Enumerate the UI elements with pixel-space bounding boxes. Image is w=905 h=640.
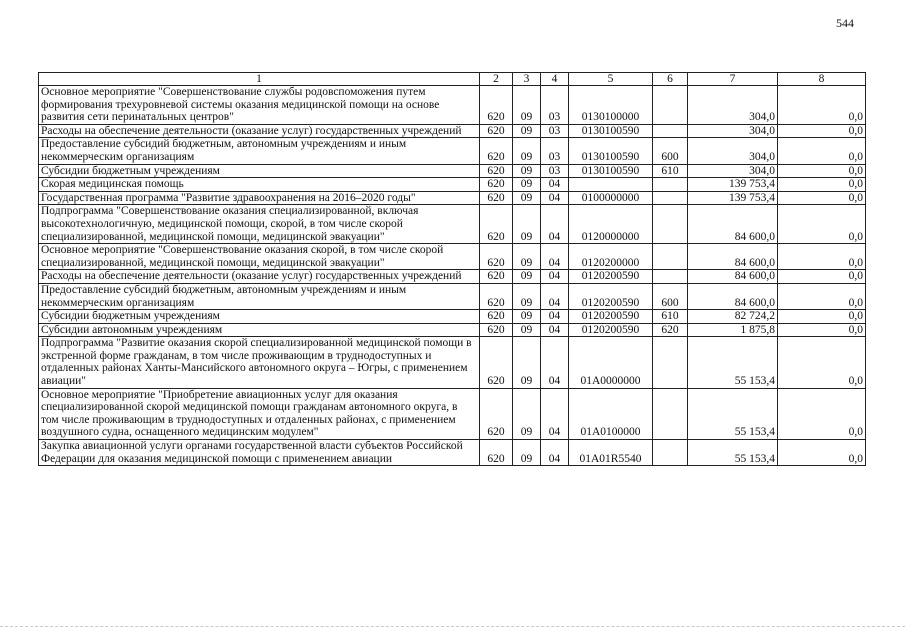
amount-col-8: 0,0 <box>778 440 866 466</box>
code-col-4: 04 <box>541 337 569 388</box>
amount-col-7: 304,0 <box>688 138 778 164</box>
code-col-2: 620 <box>480 440 513 466</box>
code-col-3: 09 <box>513 337 541 388</box>
code-col-3: 09 <box>513 138 541 164</box>
row-description: Субсидии бюджетным учреждениям <box>39 164 480 178</box>
code-col-6 <box>653 86 688 125</box>
budget-table <box>38 72 866 466</box>
code-col-2: 620 <box>480 138 513 164</box>
header-col-1: 1 <box>39 73 480 86</box>
table-row <box>39 191 866 205</box>
amount-col-7: 304,0 <box>688 164 778 178</box>
code-col-2: 620 <box>480 337 513 388</box>
code-col-4: 04 <box>541 270 569 284</box>
header-col-6: 6 <box>653 73 688 86</box>
code-col-6 <box>653 191 688 205</box>
page-number: 544 <box>836 16 854 30</box>
amount-col-7: 304,0 <box>688 124 778 138</box>
amount-col-7: 1 875,8 <box>688 323 778 337</box>
code-col-3: 09 <box>513 283 541 309</box>
amount-col-7: 55 153,4 <box>688 440 778 466</box>
code-col-6: 600 <box>653 138 688 164</box>
code-col-5: 0120200590 <box>569 323 653 337</box>
code-col-4: 03 <box>541 86 569 125</box>
code-col-5: 0120200000 <box>569 244 653 270</box>
amount-col-8: 0,0 <box>778 283 866 309</box>
code-col-2: 620 <box>480 191 513 205</box>
code-col-5: 0100000000 <box>569 191 653 205</box>
code-col-5: 0120200590 <box>569 310 653 324</box>
amount-col-8: 0,0 <box>778 86 866 125</box>
code-col-3: 09 <box>513 205 541 244</box>
code-col-6 <box>653 270 688 284</box>
code-col-2: 620 <box>480 388 513 439</box>
table-row <box>39 138 866 164</box>
code-col-2: 620 <box>480 323 513 337</box>
code-col-6: 620 <box>653 323 688 337</box>
code-col-5 <box>569 178 653 192</box>
table-row <box>39 178 866 192</box>
header-col-4: 4 <box>541 73 569 86</box>
table-body <box>39 86 866 466</box>
table-row <box>39 323 866 337</box>
code-col-2: 620 <box>480 86 513 125</box>
row-description: Расходы на обеспечение деятельности (оказание услуг) государственных учреждений <box>39 270 480 284</box>
code-col-5: 0130100590 <box>569 138 653 164</box>
header-col-8: 8 <box>778 73 866 86</box>
code-col-4: 04 <box>541 323 569 337</box>
code-col-4: 04 <box>541 440 569 466</box>
row-description: Предоставление субсидий бюджетным, автономным учреждениям и иным некоммерческим организациям <box>39 138 480 164</box>
code-col-2: 620 <box>480 124 513 138</box>
table-row <box>39 124 866 138</box>
row-description: Государственная программа "Развитие здравоохранения на 2016–2020 годы" <box>39 191 480 205</box>
row-description: Субсидии автономным учреждениям <box>39 323 480 337</box>
code-col-3: 09 <box>513 310 541 324</box>
amount-col-8: 0,0 <box>778 388 866 439</box>
table-row <box>39 283 866 309</box>
table-header-row <box>39 73 866 86</box>
header-col-5: 5 <box>569 73 653 86</box>
code-col-6 <box>653 178 688 192</box>
code-col-3: 09 <box>513 388 541 439</box>
code-col-4: 03 <box>541 138 569 164</box>
code-col-2: 620 <box>480 244 513 270</box>
table-row <box>39 440 866 466</box>
code-col-4: 04 <box>541 178 569 192</box>
code-col-3: 09 <box>513 124 541 138</box>
amount-col-7: 84 600,0 <box>688 270 778 284</box>
header-col-2: 2 <box>480 73 513 86</box>
table-row <box>39 244 866 270</box>
table-row <box>39 86 866 125</box>
code-col-2: 620 <box>480 164 513 178</box>
table-row <box>39 205 866 244</box>
amount-col-7: 84 600,0 <box>688 205 778 244</box>
row-description: Субсидии бюджетным учреждениям <box>39 310 480 324</box>
code-col-6: 610 <box>653 310 688 324</box>
code-col-6: 610 <box>653 164 688 178</box>
amount-col-8: 0,0 <box>778 191 866 205</box>
code-col-4: 04 <box>541 244 569 270</box>
row-description: Подпрограмма "Совершенствование оказания специализированной, включая высокотехнологичную, медицинской помощи, скорой, в том числе скорой специализированной, медицинской помощи, медицинской эвакуации" <box>39 205 480 244</box>
row-description: Основное мероприятие "Совершенствование оказания скорой, в том числе скорой специализированной, медицинской помощи, медицинской эвакуации" <box>39 244 480 270</box>
amount-col-7: 55 153,4 <box>688 337 778 388</box>
code-col-3: 09 <box>513 86 541 125</box>
header-col-3: 3 <box>513 73 541 86</box>
code-col-3: 09 <box>513 270 541 284</box>
table-row <box>39 388 866 439</box>
scan-edge-line <box>0 626 905 628</box>
amount-col-8: 0,0 <box>778 310 866 324</box>
code-col-3: 09 <box>513 244 541 270</box>
amount-col-8: 0,0 <box>778 244 866 270</box>
amount-col-7: 55 153,4 <box>688 388 778 439</box>
amount-col-7: 82 724,2 <box>688 310 778 324</box>
code-col-4: 04 <box>541 205 569 244</box>
amount-col-7: 84 600,0 <box>688 244 778 270</box>
amount-col-7: 139 753,4 <box>688 178 778 192</box>
row-description: Закупка авиационной услуги органами государственной власти субъектов Российской Федерации для оказания медицинской помощи с применением авиации <box>39 440 480 466</box>
amount-col-7: 139 753,4 <box>688 191 778 205</box>
code-col-4: 03 <box>541 124 569 138</box>
code-col-5: 0120200590 <box>569 283 653 309</box>
amount-col-8: 0,0 <box>778 178 866 192</box>
amount-col-8: 0,0 <box>778 164 866 178</box>
amount-col-8: 0,0 <box>778 205 866 244</box>
code-col-5: 01А0000000 <box>569 337 653 388</box>
code-col-6 <box>653 440 688 466</box>
table-row <box>39 310 866 324</box>
code-col-4: 04 <box>541 191 569 205</box>
code-col-5: 0130100590 <box>569 124 653 138</box>
row-description: Основное мероприятие "Приобретение авиационных услуг для оказания специализированной скорой медицинской помощи гражданам автономного округа, в том числе проживающим в труднодоступных и отдаленных районах, с применением воздушного судна, оснащенного медицинским модулем" <box>39 388 480 439</box>
row-description: Подпрограмма "Развитие оказания скорой специализированной медицинской помощи в экстренной форме гражданам, в том числе проживающим в труднодоступных и отдаленных районах Ханты-Мансийского автономного округа – Югры, с применением авиации" <box>39 337 480 388</box>
code-col-3: 09 <box>513 191 541 205</box>
code-col-5: 0120200590 <box>569 270 653 284</box>
code-col-4: 03 <box>541 164 569 178</box>
code-col-4: 04 <box>541 283 569 309</box>
code-col-6 <box>653 337 688 388</box>
table-row <box>39 270 866 284</box>
code-col-6: 600 <box>653 283 688 309</box>
code-col-2: 620 <box>480 283 513 309</box>
amount-col-7: 304,0 <box>688 86 778 125</box>
code-col-5: 0130100000 <box>569 86 653 125</box>
code-col-4: 04 <box>541 388 569 439</box>
code-col-6 <box>653 388 688 439</box>
code-col-5: 01А0100000 <box>569 388 653 439</box>
amount-col-8: 0,0 <box>778 124 866 138</box>
code-col-3: 09 <box>513 164 541 178</box>
code-col-2: 620 <box>480 270 513 284</box>
code-col-3: 09 <box>513 178 541 192</box>
code-col-3: 09 <box>513 440 541 466</box>
header-col-7: 7 <box>688 73 778 86</box>
row-description: Основное мероприятие "Совершенствование службы родовспоможения путем формирования трехуровневой системы оказания медицинской помощи на основе развития сети перинатальных центров" <box>39 86 480 125</box>
row-description: Предоставление субсидий бюджетным, автономным учреждениям и иным некоммерческим организациям <box>39 283 480 309</box>
amount-col-8: 0,0 <box>778 138 866 164</box>
code-col-4: 04 <box>541 310 569 324</box>
amount-col-8: 0,0 <box>778 323 866 337</box>
code-col-2: 620 <box>480 205 513 244</box>
table-row <box>39 164 866 178</box>
code-col-3: 09 <box>513 323 541 337</box>
code-col-2: 620 <box>480 178 513 192</box>
amount-col-8: 0,0 <box>778 270 866 284</box>
code-col-5: 01А01R5540 <box>569 440 653 466</box>
code-col-5: 0120000000 <box>569 205 653 244</box>
amount-col-7: 84 600,0 <box>688 283 778 309</box>
amount-col-8: 0,0 <box>778 337 866 388</box>
code-col-5: 0130100590 <box>569 164 653 178</box>
code-col-6 <box>653 244 688 270</box>
code-col-2: 620 <box>480 310 513 324</box>
row-description: Скорая медицинская помощь <box>39 178 480 192</box>
code-col-6 <box>653 205 688 244</box>
row-description: Расходы на обеспечение деятельности (оказание услуг) государственных учреждений <box>39 124 480 138</box>
code-col-6 <box>653 124 688 138</box>
table-row <box>39 337 866 388</box>
